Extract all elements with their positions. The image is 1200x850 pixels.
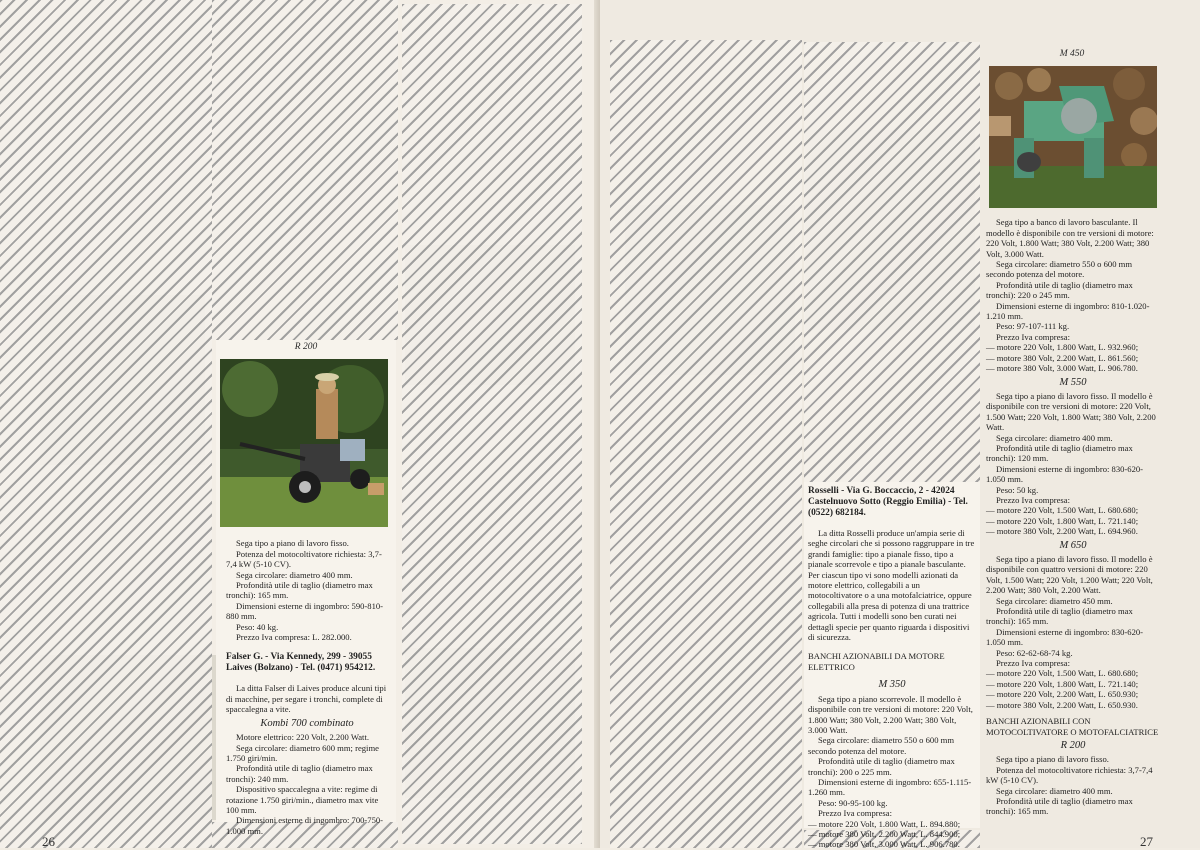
m650-line-9: — motore 220 Volt, 2.200 Watt, L. 650.930; (986, 689, 1139, 700)
article-column-rosselli (804, 482, 980, 850)
kombi-title: Kombi 700 combinato (260, 717, 354, 729)
photo-m450-bench-saw (989, 66, 1157, 208)
m450-line-1: Sega tipo a banco di lavoro basculante. Il modello è disponibile con tre versioni di motore: 220 Volt, 1.800 Watt; 380 Volt, 2.200 Watt; 380 Volt, 3.000 Watt. (986, 217, 1154, 259)
banchi-elettrico-heading: BANCHI AZIONABILI DA MOTORE ELETTRICO (808, 651, 945, 672)
article-column-right (984, 42, 1160, 834)
kombi-line-3: Profondità utile di taglio (diametro max tronchi): 240 mm. (226, 763, 373, 784)
m350-line-2: Sega circolare: diametro 550 o 600 mm secondo potenza del motore. (808, 735, 955, 756)
m550-title: M 550 (1059, 376, 1087, 388)
right-page (600, 0, 1200, 848)
m550-line-6: Prezzo Iva compresa: (996, 494, 1070, 505)
m650-title: M 650 (1059, 539, 1087, 551)
kombi-line-1: Motore elettrico: 220 Volt, 2.200 Watt. (236, 732, 369, 743)
kombi-line-4: Dispositivo spaccalegna a vite: regime di rotazione 1.750 giri/min., diametro max vite 100 mm. (226, 784, 379, 815)
m650-line-4: Dimensioni esterne di ingombro: 830-620-1.050 mm. (986, 626, 1144, 648)
m350-line-8: — motore 380 Volt, 2.200 Watt, L. 844.900; (808, 828, 961, 839)
banchi-moto-heading: BANCHI AZIONABILI CON MOTOCOLTIVATORE O MOTOFALCIATRICE (986, 716, 1159, 737)
r200-left-line-1: Sega tipo a piano di lavoro fisso. (236, 538, 349, 549)
m650-line-5: Peso: 62-62-68-74 kg. (996, 647, 1073, 658)
m350-line-3: Profondità utile di taglio (diametro max tronchi): 200 o 225 mm. (808, 756, 955, 777)
falser-heading: Falser G. - Via Kennedy, 299 - 39055 Laives (Bolzano) - Tel. (0471) 954212. (226, 652, 376, 674)
r200-left-line-3: Sega circolare: diametro 400 mm. (236, 569, 353, 580)
r200-right-line-2: Potenza del motocoltivatore richiesta: 3,7-7,4 kW (5-10 CV). (986, 764, 1153, 786)
kombi-line-5: Dimensioni esterne di ingombro: 700-750-1.000 mm. (226, 815, 384, 836)
m650-line-3: Profondità utile di taglio (diametro max tronchi): 165 mm. (986, 606, 1133, 627)
r200-right-line-3: Sega circolare: diametro 400 mm. (996, 785, 1113, 796)
m450-line-9: — motore 380 Volt, 3.000 Watt, L. 906.780. (986, 363, 1138, 374)
m450-line-3: Profondità utile di taglio (diametro max tronchi): 220 o 245 mm. (986, 279, 1133, 301)
m650-line-8: — motore 220 Volt, 1.800 Watt, L. 721.140; (986, 678, 1139, 689)
redaction-left-column (0, 0, 212, 848)
page-number-left: 26 (42, 834, 55, 849)
redaction-middle-column (402, 4, 582, 844)
m550-line-8: — motore 220 Volt, 1.800 Watt, L. 721.140; (986, 515, 1139, 526)
left-page (0, 0, 600, 848)
m550-line-4: Dimensioni esterne di ingombro: 830-620-1.050 mm. (986, 463, 1144, 485)
r200-right-line-4: Profondità utile di taglio (diametro max tronchi): 165 mm. (986, 795, 1133, 817)
redaction-right-col-2 (804, 42, 980, 482)
m650-line-10: — motore 380 Volt, 2.200 Watt, L. 650.930. (986, 699, 1138, 710)
m450-line-2: Sega circolare: diametro 550 o 600 mm secondo potenza del motore. (986, 259, 1133, 280)
r200-right-title: R 200 (1060, 739, 1086, 751)
r200-left-line-4: Profondità utile di taglio (diametro max tronchi): 165 mm. (226, 580, 373, 601)
falser-intro: La ditta Falser di Laives produce alcuni tipi di macchine, per segare i tronchi, complete di spaccalegna a vite. (226, 683, 387, 715)
m350-line-4: Dimensioni esterne di ingombro: 655-1.115-1.260 mm. (808, 776, 972, 798)
m450-line-5: Peso: 97-107-111 kg. (996, 321, 1070, 332)
bench-saw-illustration (989, 66, 1157, 208)
r200-left-line-5: Dimensioni esterne di ingombro: 590-810-880 mm. (226, 600, 384, 622)
m450-line-4: Dimensioni esterne di ingombro: 810-1.020-1.210 mm. (986, 300, 1150, 322)
article-column-left (216, 340, 396, 836)
page-number-right: 27 (1140, 834, 1153, 849)
rosselli-intro: La ditta Rosselli produce un'ampia serie di seghe circolari che si possono raggruppare in tre grandi famiglie: tipo a pianale fisso, tipo a pianale scorrevole e tipo a pianale basculante. Per ciascun tipo vi sono modelli azionati da motore elettrico, collegabili a un motocoltivatore o a una motofalciatrice, oppure collegabili alla presa di potenza di una trattrice agricola. Tutti i modelli sono ben curati nei dettagli specie per quanto riguarda i dispositivi di sicurezza. (808, 528, 975, 643)
m350-line-5: Peso: 90-95-100 kg. (818, 797, 888, 808)
m350-line-9: — motore 380 Volt, 3.000 Watt, L. 906.780. (808, 839, 960, 850)
r200-left-line-7: Prezzo Iva compresa: L. 282.000. (236, 632, 352, 643)
m550-line-5: Peso: 50 kg. (996, 484, 1039, 495)
m450-line-6: Prezzo Iva compresa: (996, 331, 1070, 342)
m550-line-7: — motore 220 Volt, 1.500 Watt, L. 680.680; (986, 505, 1139, 516)
redaction-right-col-1 (610, 40, 802, 848)
photo-caption-r200: R 200 (294, 342, 318, 352)
m350-title: M 350 (878, 679, 906, 691)
m650-line-2: Sega circolare: diametro 450 mm. (996, 595, 1113, 606)
kombi-line-2: Sega circolare: diametro 600 mm; regime 1.750 giri/min. (226, 742, 379, 763)
m550-line-9: — motore 380 Volt, 2.200 Watt, L. 694.960. (986, 526, 1138, 537)
r200-left-line-6: Peso: 40 kg. (236, 621, 279, 632)
r200-right-line-1: Sega tipo a piano di lavoro fisso. (996, 754, 1109, 765)
photo-caption-m450: M 450 (1059, 49, 1085, 59)
m650-line-1: Sega tipo a piano di lavoro fisso. Il modello è disponibile con quattro versioni di motore: 220 Volt, 1.500 Watt; 220 Volt, 1.200 Watt; 220 Volt, 2.200 Watt; 380 Volt, 2.200 Watt. (986, 554, 1153, 596)
m450-line-8: — motore 380 Volt, 2.200 Watt, L. 861.560; (986, 352, 1139, 363)
m350-line-6: Prezzo Iva compresa: (818, 808, 892, 819)
redaction-left-mid-top (212, 0, 398, 340)
m550-line-2: Sega circolare: diametro 400 mm. (996, 432, 1113, 443)
m550-line-3: Profondità utile di taglio (diametro max tronchi): 120 mm. (986, 442, 1133, 464)
m650-line-7: — motore 220 Volt, 1.500 Watt, L. 680.680; (986, 668, 1139, 679)
m350-line-1: Sega tipo a piano scorrevole. Il modello è disponibile con tre versioni di motore: 220 Volt, 1.800 Watt; 380 Volt, 2.200 Watt; 380 Volt, 3.000 Watt. (808, 693, 973, 735)
m650-line-6: Prezzo Iva compresa: (996, 658, 1070, 669)
m550-line-1: Sega tipo a piano di lavoro fisso. Il modello è disponibile con tre versioni di motore: 220 Volt, 1.500 Watt; 220 Volt, 1.800 Watt; 380 Volt, 2.200 Watt. (986, 390, 1156, 433)
tiller-saw-illustration (220, 359, 388, 527)
m350-line-7: — motore 220 Volt, 1.800 Watt, L. 894.880; (808, 818, 961, 829)
photo-r200-tiller-saw (220, 359, 388, 527)
rosselli-heading: Rosselli - Via G. Boccaccio, 2 - 42024 Castelnuovo Sotto (Reggio Emilia) - Tel. (0522) 682184. (808, 486, 968, 518)
m450-line-7: — motore 220 Volt, 1.800 Watt, L. 932.960; (986, 342, 1139, 353)
r200-left-line-2: Potenza del motocoltivatore richiesta: 3,7-7,4 kW (5-10 CV). (226, 548, 382, 570)
